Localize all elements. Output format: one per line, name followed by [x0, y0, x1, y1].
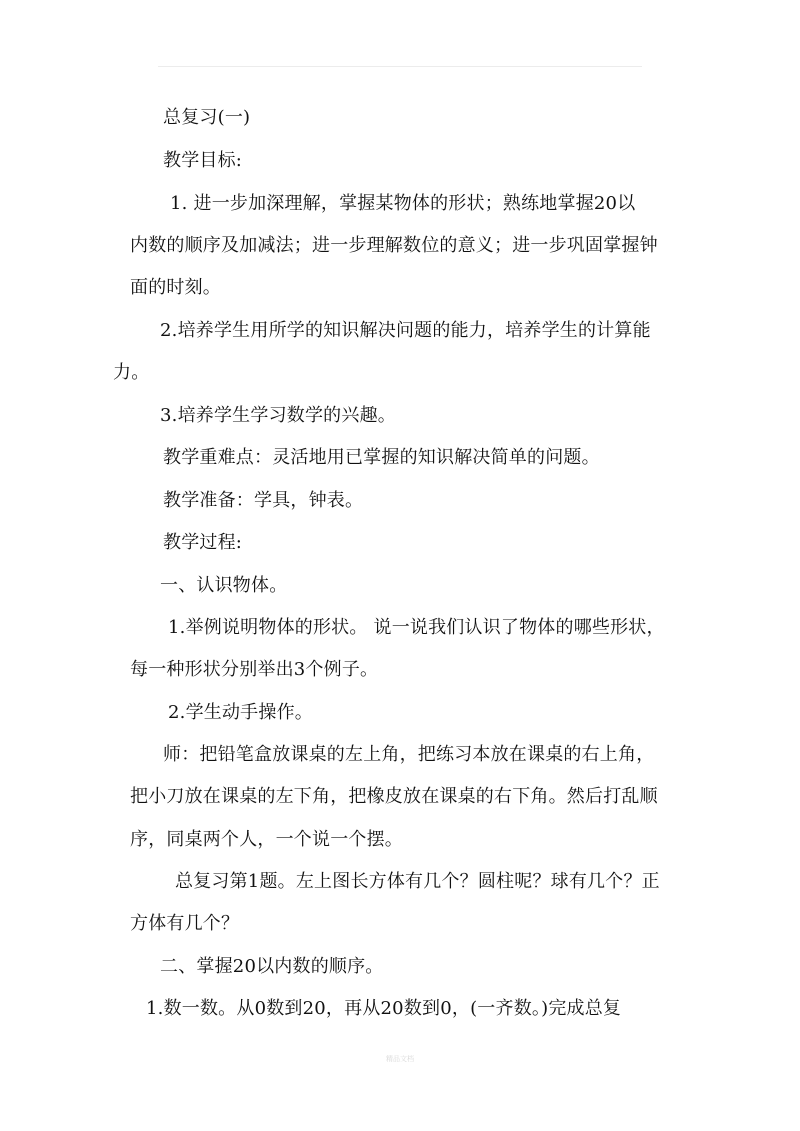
- section-1-heading: 一、认识物体。: [160, 575, 288, 596]
- section-2-heading: 二、掌握20以内数的顺序。: [160, 956, 384, 977]
- doc-title: 总复习(一): [163, 107, 251, 128]
- item-2: 2.学生动手操作。: [168, 702, 313, 723]
- item-1-line-1: 1.举例说明物体的形状。 说一说我们认识了物体的哪些形状，: [168, 617, 665, 638]
- teaching-process-heading: 教学过程:: [163, 532, 243, 553]
- footer-watermark: 精品文档: [386, 1055, 414, 1063]
- goal-2-line-1: 2.培养学生用所学的知识解决问题的能力，培养学生的计算能: [160, 320, 651, 341]
- goal-2-line-2: 力。: [113, 362, 150, 383]
- goal-1-line-2: 内数的顺序及加减法；进一步理解数位的意义；进一步巩固掌握钟: [130, 235, 658, 256]
- key-difficulties: 教学重难点：灵活地用已掌握的知识解决简单的问题。: [163, 447, 600, 468]
- item-1-line-2: 每一种形状分别举出3个例子。: [130, 659, 379, 680]
- goal-1-line-3: 面的时刻。: [130, 277, 221, 298]
- header-rule: [158, 66, 642, 67]
- section-2-item-1: 1.数一数。从0数到20，再从20数到0，(一齐数。)完成总复: [146, 998, 622, 1019]
- teacher-line-3: 序，同桌两个人，一个说一个摆。: [130, 829, 403, 850]
- teacher-line-2: 把小刀放在课桌的左下角，把橡皮放在课桌的右下角。然后打乱顺: [130, 786, 658, 807]
- teaching-preparation: 教学准备：学具，钟表。: [163, 490, 364, 511]
- teaching-goals-heading: 教学目标:: [163, 150, 243, 171]
- teacher-line-1: 师：把铅笔盒放课桌的左上角，把练习本放在课桌的右上角，: [163, 744, 655, 765]
- review-q1-line-2: 方体有几个？: [130, 913, 240, 934]
- review-q1-line-1: 总复习第1题。左上图长方体有几个？圆柱呢？球有几个？正: [175, 871, 660, 892]
- goal-1-line-1: 1. 进一步加深理解，掌握某物体的形状；熟练地掌握20以: [170, 193, 636, 214]
- goal-3: 3.培养学生学习数学的兴趣。: [160, 405, 396, 426]
